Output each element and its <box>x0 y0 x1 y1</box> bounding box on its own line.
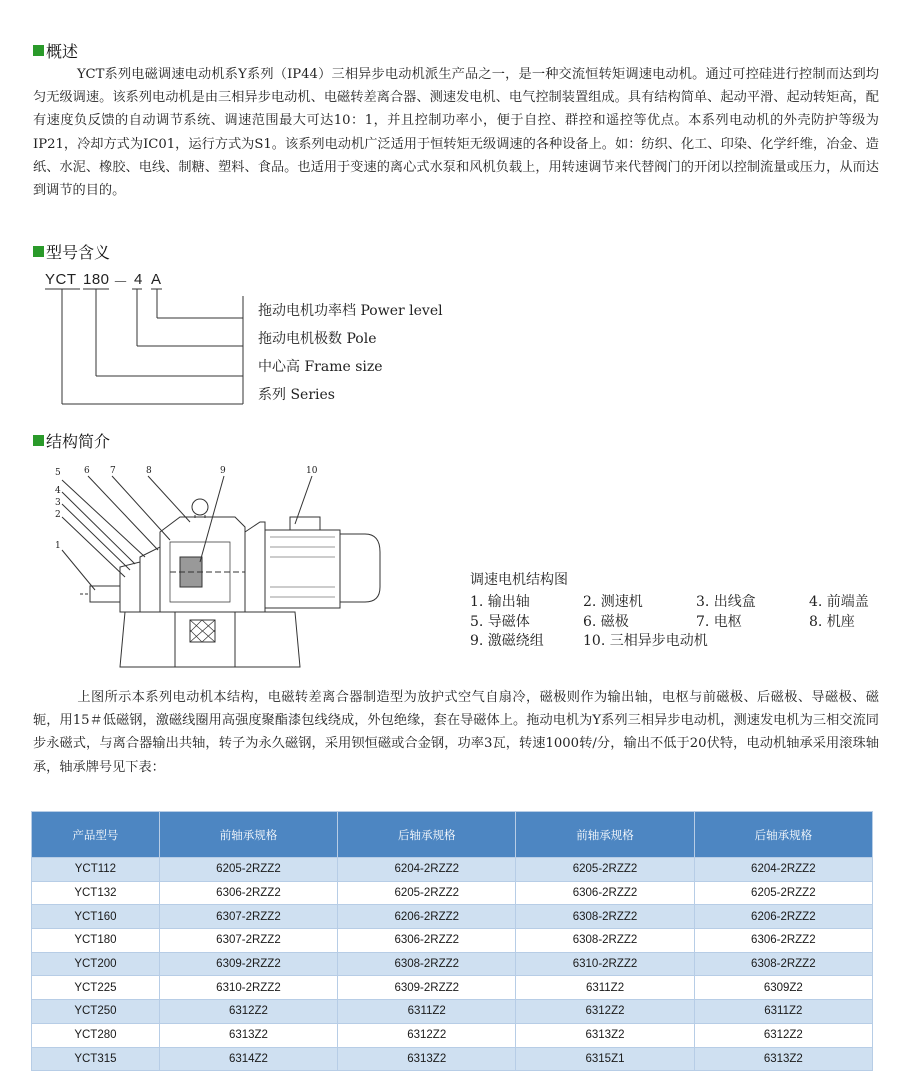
structure-legend <box>470 569 900 650</box>
cell-bearing-spec: 6306-2RZZ2 <box>338 929 516 953</box>
legend-item: 3. 出线盒 <box>696 594 756 610</box>
legend-item: 7. 电枢 <box>696 613 742 630</box>
overview-text: YCT系列电磁调速电动机系Y系列（IP44）三相异步电动机派生产品之一，是一种交流恒转矩调速电动机。通过可控硅进行控制而达到均匀无级调速。该系列电动机是由三相异步电动机、电磁转差离合器、测速发电机、电气控制装置组成。具有结构简单、起动平滑、起动转矩高，配有速度负反馈的自动调节系统、调速范围最大可达10：1，并且控制功率小，便于自控、群控和遥控等优点。本系列电动机的外壳防护等级为IP21，冷却方式为IC01，运行方式为S1。该系列电动机广泛适用于恒转矩无级调速的各种设备上。如：纺织、化工、印染、化学纤维，冶金、造纸、水泥、橡胶、电线、制糖、塑料、食品。也适用于变速的离心式水泵和风机负载上，用转速调节来代替阀门的开闭以控制流量或压力，从而达到调节的目的。 <box>33 67 879 199</box>
cell-bearing-spec: 6204-2RZZ2 <box>338 858 516 882</box>
label-series: 系列 Series <box>258 387 335 403</box>
bearing-table <box>31 811 873 1071</box>
cell-bearing-spec: 6308-2RZZ2 <box>516 905 694 929</box>
callout-5: 5 <box>55 468 61 478</box>
table-row <box>32 952 873 976</box>
callout-2: 2 <box>55 510 61 520</box>
header-rear-bearing: 后轴承规格 <box>694 812 872 858</box>
cell-bearing-spec: 6311Z2 <box>338 1000 516 1024</box>
cell-bearing-spec: 6205-2RZZ2 <box>694 881 872 905</box>
table-row <box>32 881 873 905</box>
callout-3: 3 <box>55 498 61 508</box>
legend-title: 调速电机结构图 <box>470 572 568 588</box>
overview-title: 概述 <box>46 42 79 61</box>
callout-8: 8 <box>146 466 152 476</box>
cell-bearing-spec: 6312Z2 <box>159 1000 337 1024</box>
cell-bearing-spec: 6308-2RZZ2 <box>338 952 516 976</box>
cell-bearing-spec: 6306-2RZZ2 <box>159 881 337 905</box>
legend-row <box>470 591 900 611</box>
cell-bearing-spec: 6313Z2 <box>159 1023 337 1047</box>
table-row <box>32 976 873 1000</box>
structure-description-text: 上图所示本系列电动机本结构，电磁转差离合器制造型为放护式空气自扇冷，磁极则作为输出轴，电枢与前磁极、后磁极、导磁极、磁轭，用15＃低磁钢，激磁线圈用高强度聚酯漆包线绕成，外包绝缘，套在导磁体上。拖动电机为Y系列三相异步电动机，测速发电机为三相交流同步永磁式，与离合器输出共轴，转子为永久磁钢，采用钡恒磁或合金钢，功率3瓦，转速1000转/分，输出不低于20伏特，电动机轴承采用滚珠轴承，轴承牌号见下表： <box>33 690 879 775</box>
cell-bearing-spec: 6307-2RZZ2 <box>159 929 337 953</box>
label-power-level: 拖动电机功率档 Power level <box>258 303 443 319</box>
legend-item: 5. 导磁体 <box>470 613 530 630</box>
table-row <box>32 905 873 929</box>
cell-bearing-spec: 6206-2RZZ2 <box>694 905 872 929</box>
header-model: 产品型号 <box>32 812 160 858</box>
cell-bearing-spec: 6315Z1 <box>516 1047 694 1071</box>
cell-model: YCT160 <box>32 905 160 929</box>
cell-bearing-spec: 6313Z2 <box>338 1047 516 1071</box>
model-code-series: YCT <box>45 271 77 288</box>
model-code-dash: － <box>113 274 129 291</box>
legend-item: 4. 前端盖 <box>809 594 869 610</box>
table-row <box>32 929 873 953</box>
table-row <box>32 858 873 882</box>
legend-item: 8. 机座 <box>809 613 855 630</box>
table-header-row <box>32 812 873 858</box>
model-title: 型号含义 <box>46 243 111 262</box>
cell-model: YCT280 <box>32 1023 160 1047</box>
structure-title: 结构简介 <box>46 432 111 451</box>
cell-bearing-spec: 6206-2RZZ2 <box>338 905 516 929</box>
cell-bearing-spec: 6205-2RZZ2 <box>516 858 694 882</box>
cell-bearing-spec: 6307-2RZZ2 <box>159 905 337 929</box>
cell-bearing-spec: 6311Z2 <box>516 976 694 1000</box>
cell-bearing-spec: 6312Z2 <box>694 1023 872 1047</box>
callout-4: 4 <box>55 486 61 496</box>
cell-bearing-spec: 6309-2RZZ2 <box>159 952 337 976</box>
model-leader-lines <box>0 0 900 420</box>
callout-7: 7 <box>110 466 116 476</box>
cell-bearing-spec: 6312Z2 <box>338 1023 516 1047</box>
model-code-frame: 180 <box>83 271 110 288</box>
label-pole: 拖动电机极数 Pole <box>258 331 377 347</box>
section-marker-icon <box>33 435 44 446</box>
cell-bearing-spec: 6308-2RZZ2 <box>516 929 694 953</box>
legend-item: 1. 输出轴 <box>470 594 530 610</box>
cell-bearing-spec: 6313Z2 <box>516 1023 694 1047</box>
cell-bearing-spec: 6205-2RZZ2 <box>159 858 337 882</box>
cell-bearing-spec: 6306-2RZZ2 <box>516 881 694 905</box>
cell-bearing-spec: 6204-2RZZ2 <box>694 858 872 882</box>
cell-bearing-spec: 6311Z2 <box>694 1000 872 1024</box>
cell-model: YCT180 <box>32 929 160 953</box>
cell-model: YCT112 <box>32 858 160 882</box>
cell-model: YCT200 <box>32 952 160 976</box>
cell-model: YCT132 <box>32 881 160 905</box>
cell-bearing-spec: 6312Z2 <box>516 1000 694 1024</box>
legend-item: 6. 磁极 <box>583 613 629 630</box>
legend-row <box>470 630 900 650</box>
cell-model: YCT225 <box>32 976 160 1000</box>
table-row <box>32 1000 873 1024</box>
structure-description <box>33 686 879 779</box>
legend-item: 2. 测速机 <box>583 594 643 610</box>
table-row <box>32 1023 873 1047</box>
cell-bearing-spec: 6306-2RZZ2 <box>694 929 872 953</box>
header-front-bearing: 前轴承规格 <box>516 812 694 858</box>
legend-row <box>470 611 900 631</box>
cell-bearing-spec: 6205-2RZZ2 <box>338 881 516 905</box>
motor-structure-drawing <box>50 462 410 682</box>
callout-1: 1 <box>55 541 61 551</box>
legend-item: 10. 三相异步电动机 <box>583 633 708 649</box>
callout-9: 9 <box>220 466 226 476</box>
cell-model: YCT250 <box>32 1000 160 1024</box>
cell-bearing-spec: 6308-2RZZ2 <box>694 952 872 976</box>
callout-10: 10 <box>306 466 318 476</box>
cell-bearing-spec: 6309-2RZZ2 <box>338 976 516 1000</box>
legend-item: 9. 激磁绕组 <box>470 633 544 649</box>
structure-heading <box>33 429 110 452</box>
model-code-power: A <box>151 271 162 288</box>
table-row <box>32 1047 873 1071</box>
cell-bearing-spec: 6314Z2 <box>159 1047 337 1071</box>
cell-model: YCT315 <box>32 1047 160 1071</box>
cell-bearing-spec: 6313Z2 <box>694 1047 872 1071</box>
callout-6: 6 <box>84 466 90 476</box>
header-front-bearing: 前轴承规格 <box>159 812 337 858</box>
cell-bearing-spec: 6310-2RZZ2 <box>516 952 694 976</box>
cell-bearing-spec: 6310-2RZZ2 <box>159 976 337 1000</box>
model-code-pole: 4 <box>134 271 143 288</box>
header-rear-bearing: 后轴承规格 <box>338 812 516 858</box>
cell-bearing-spec: 6309Z2 <box>694 976 872 1000</box>
label-frame-size: 中心高 Frame size <box>258 359 383 375</box>
